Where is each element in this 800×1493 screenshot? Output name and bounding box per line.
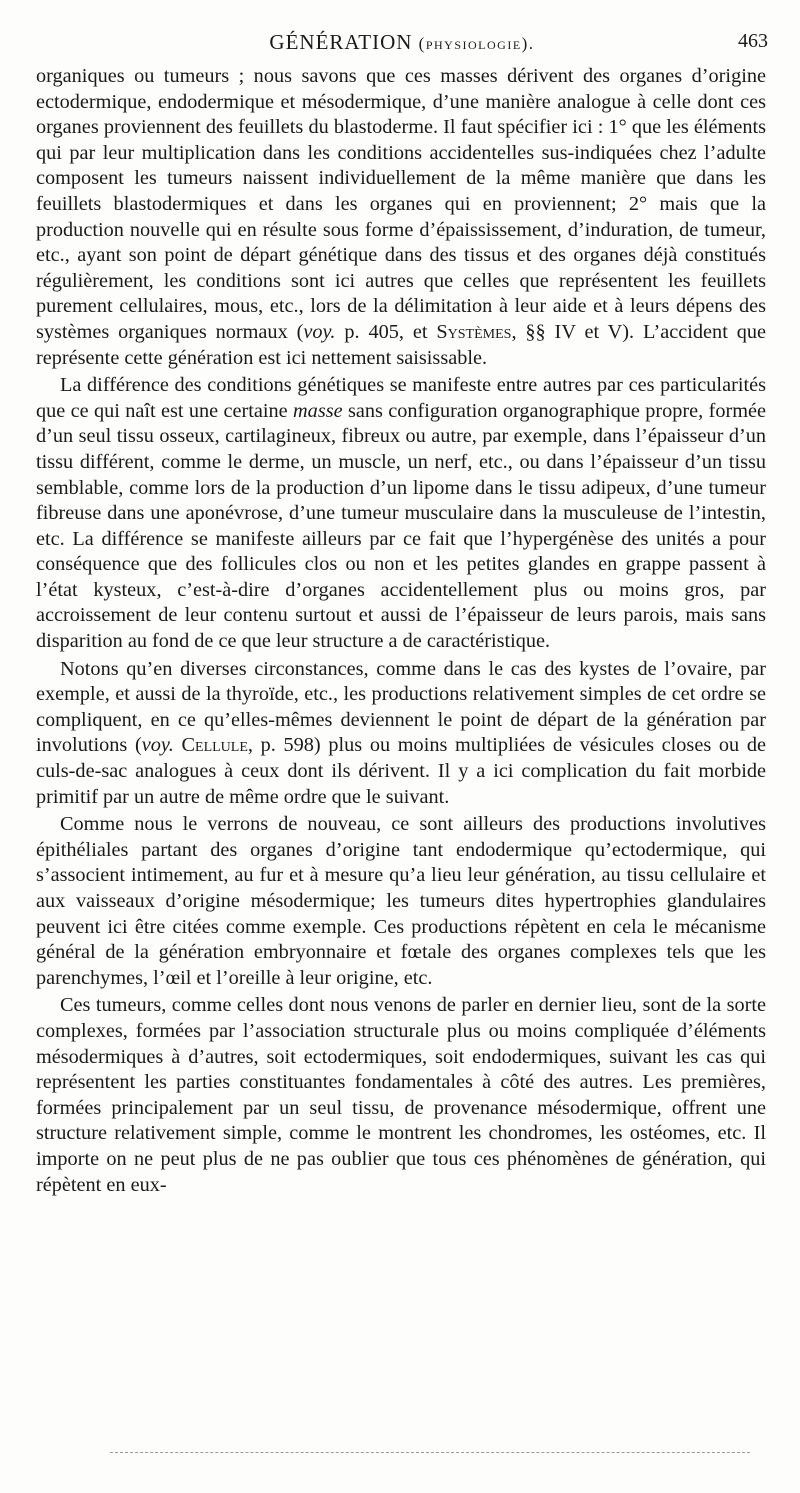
page-number: 463 [738, 30, 768, 52]
paragraph-4: Comme nous le verrons de nouveau, ce sont ailleurs des productions involutives épithéliales partant des organes d’origine tant endodermique qu’ectodermique, qui s’associent intimement, au fur et à mesure qu’a lieu leur génération, au tissu cellulaire et aux vaisseaux d’origine mésodermique; les tumeurs dites hypertrophies glandulaires peuvent ici être citées comme exemple. Ces productions répètent en cela le mécanisme général de la génération embryonnaire et fœtale des organes complexes tels que les parenchymes, l’œil et l’oreille à leur origine, etc. [36, 813, 766, 989]
paragraph-5: Ces tumeurs, comme celles dont nous venons de parler en dernier lieu, sont de la sorte complexes, formées par l’association structurale plus ou moins compliquée d’éléments mésodermiques à d’autres, soit ectodermiques, soit endodermiques, suivant les cas qui représentent les parties constituantes fondamentales à côté des autres. Les premières, formées principalement par un seul tissu, de provenance mésodermique, offrent une structure relativement simple, comme le montrent les chondromes, les ostéomes, etc. Il importe on ne peut plus de ne pas oublier que tous ces phénomènes de génération, qui répètent en eux- [36, 994, 766, 1196]
body-text [36, 64, 766, 1198]
running-title [36, 30, 768, 55]
paragraph-1: organiques ou tumeurs ; nous savons que ces masses dérivent des organes d’origine ectodermique, endodermique et mésodermique, d’une manière analogue à celle dont ces organes proviennent des feuillets du blastoderme. Il faut spécifier ici : 1° que les éléments qui par leur multiplication dans les conditions accidentelles sus-indiquées chez l’adulte composent les tumeurs naissent individuellement de la même manière que dans les feuillets blastodermiques et dans les organes qui en proviennent; 2° mais que la production nouvelle qui en résulte sous forme d’épaississement, d’induration, de tumeur, etc., ayant son point de départ génétique dans des tissus et des organes déjà constitués régulièrement, les conditions sont ici autres que celles que représentent les feuillets purement cellulaires, mous, etc., lors de la délimitation à leur aide et à leurs dépens des systèmes organiques normaux (voy. p. 405, et Systèmes, §§ IV et V). L’accident que représente cette génération est ici nettement saisissable. [36, 65, 766, 369]
running-title-sub: (physiologie). [418, 34, 535, 53]
running-title-main: GÉNÉRATION [269, 30, 413, 54]
running-header [36, 30, 768, 58]
footer-dashed-rule [110, 1452, 750, 1453]
paragraph-2: La différence des conditions génétiques se manifeste entre autres par ces particularités que ce qui naît est une certaine masse sans configuration organographique propre, formée d’un seul tissu osseux, cartilagineux, fibreux ou autre, par exemple, dans l’épaisseur d’un tissu différent, comme le derme, un muscle, un nerf, etc., ou dans l’épaisseur d’un tissu semblable, comme lors de la production d’un lipome dans le tissu adipeux, d’une tumeur fibreuse dans une aponévrose, d’une tumeur musculaire dans la musculeuse de l’intestin, etc. La différence se manifeste ailleurs par ce fait que l’hypergénèse des unités a pour conséquence que des follicules clos ou non et les petites glandes en grappe passent à l’état kysteux, c’est-à-dire d’organes accidentellement plus ou moins gros, par accroissement de leur contenu surtout et aussi de l’épaisseur de leurs parois, mais sans disparition au fond de ce que leur structure a de caractéristique. [36, 374, 767, 653]
paragraph-3: Notons qu’en diverses circonstances, comme dans le cas des kystes de l’ovaire, par exemple, et aussi de la thyroïde, etc., les productions relativement simples de cet ordre se compliquent, en ce qu’elles-mêmes deviennent le point de départ de la génération par involutions (voy. Cellule, p. 598) plus ou moins multipliées de vésicules closes ou de culs-de-sac analogues à ceux dont ils dérivent. Il y a ici complication du fait morbide primitif par un autre de même ordre que le suivant. [36, 657, 766, 808]
